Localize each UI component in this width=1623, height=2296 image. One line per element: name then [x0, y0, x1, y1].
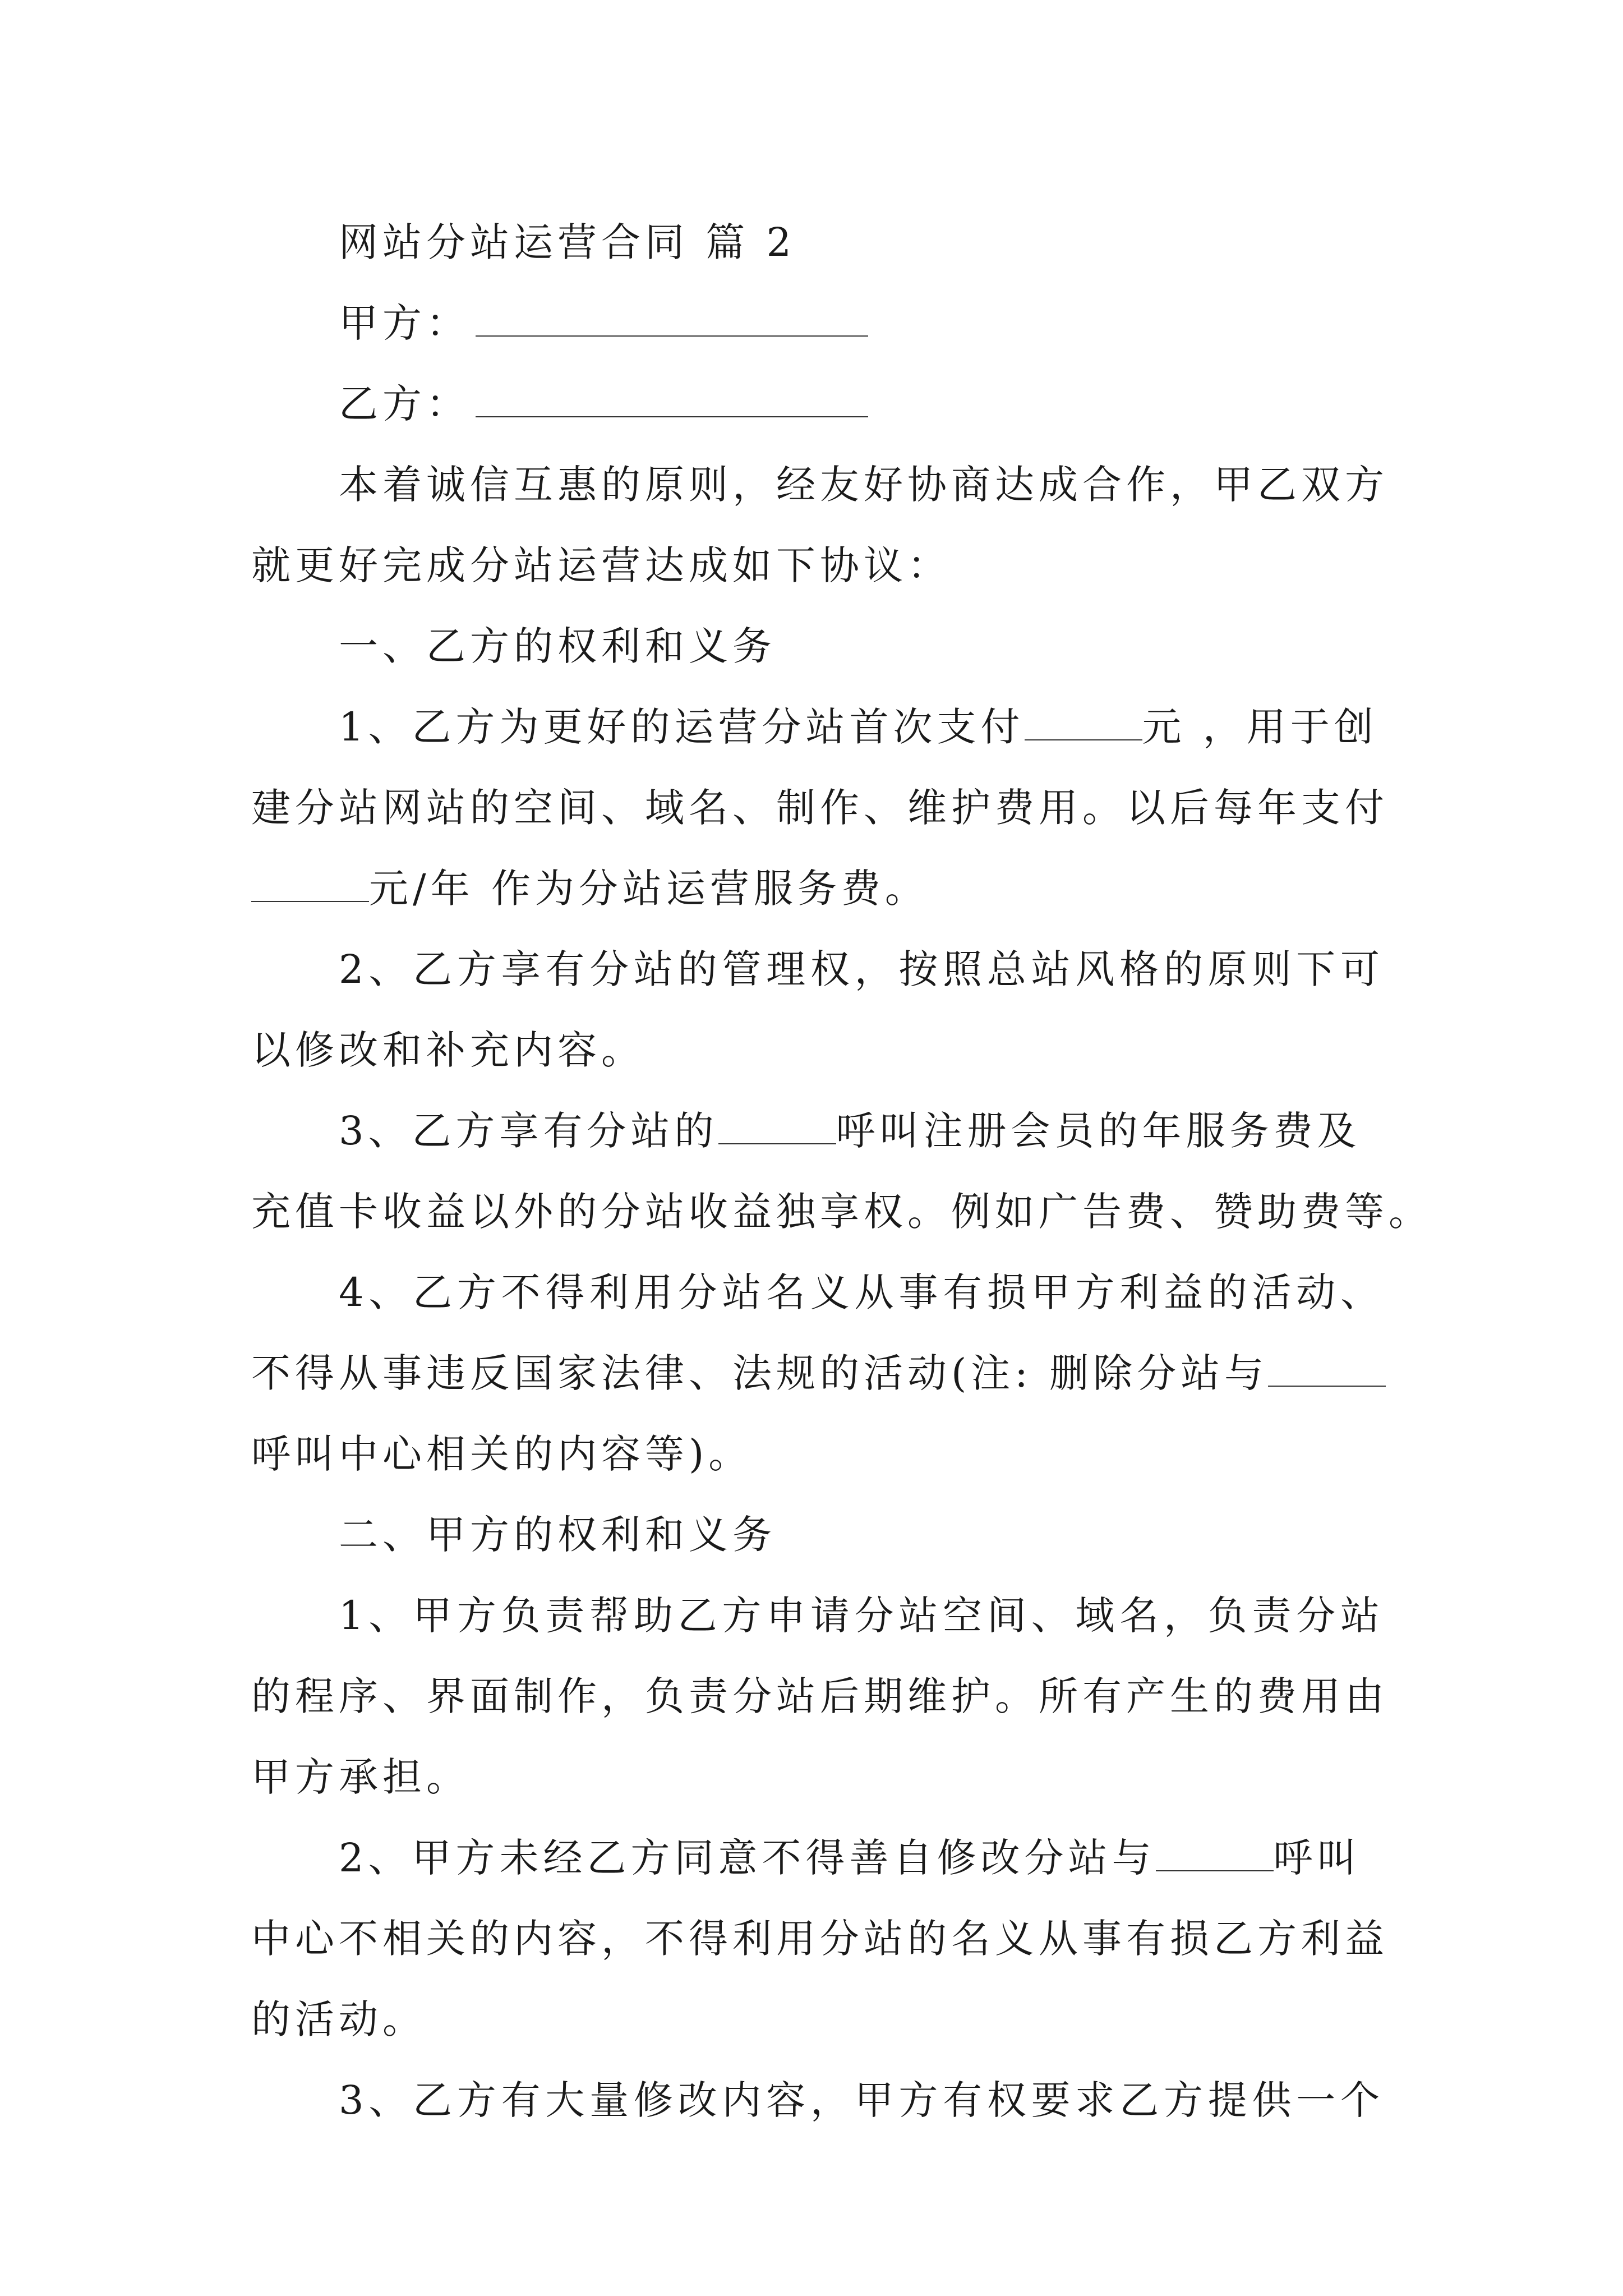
- paragraph-line: 1、甲方负责帮助乙方申请分站空间、域名，负责分站: [339, 1593, 1384, 1639]
- paragraph-line: 以修改和补充内容。: [251, 1027, 645, 1073]
- paragraph-line: 中心不相关的内容，不得利用分站的名义从事有损乙方利益: [251, 1916, 1389, 1962]
- paragraph-line: 4、乙方不得利用分站名义从事有损甲方利益的活动、: [339, 1269, 1384, 1315]
- fill-blank: [1025, 707, 1142, 740]
- document-title: 网站分站运营合同 篇 2: [339, 219, 796, 265]
- party-a-line: 甲方：: [251, 283, 1384, 364]
- paragraph-line: 元/年 作为分站运营服务费。: [251, 848, 1384, 929]
- paragraph-line: 2、乙方享有分站的管理权，按照总站风格的原则下可: [339, 946, 1384, 992]
- party-a-blank: [476, 303, 868, 337]
- paragraph-line: 不得从事违反国家法律、法规的活动(注: 删除分站与: [251, 1333, 1384, 1414]
- section-heading: 二、甲方的权利和义务: [339, 1512, 776, 1558]
- paragraph-line: 1、乙方为更好的运营分站首次支付 元 ，用于创: [339, 704, 1378, 750]
- paragraph-line: 3、乙方有大量修改内容，甲方有权要求乙方提供一个: [339, 2077, 1384, 2123]
- paragraph-line: 本着诚信互惠的原则，经友好协商达成合作，甲乙双方: [339, 462, 1389, 508]
- section-heading: 一、乙方的权利和义务: [339, 623, 776, 669]
- fill-blank: [1156, 1838, 1274, 1871]
- fill-blank: [251, 868, 369, 902]
- paragraph-line: 建分站网站的空间、域名、制作、维护费用。以后每年支付: [251, 785, 1389, 831]
- paragraph-line: 甲方承担。: [251, 1754, 470, 1800]
- paragraph-line: 2、甲方未经乙方同意不得善自修改分站与 呼叫: [339, 1835, 1361, 1881]
- party-b-blank: [476, 384, 868, 417]
- paragraph-line: 呼叫中心相关的内容等)。: [251, 1431, 753, 1477]
- fill-blank: [1268, 1353, 1386, 1387]
- fill-blank: [718, 1111, 836, 1144]
- paragraph-line: 的程序、界面制作，负责分站后期维护。所有产生的费用由: [251, 1673, 1389, 1719]
- document-body: [251, 202, 1432, 2141]
- party-b-line: 乙方：: [251, 364, 1384, 444]
- paragraph-line: 的活动。: [251, 1996, 426, 2042]
- paragraph-line: 3、乙方享有分站的 呼叫注册会员的年服务费及: [339, 1108, 1361, 1154]
- paragraph-line: 就更好完成分站运营达成如下协议：: [251, 542, 951, 588]
- paragraph-line: 充值卡收益以外的分站收益独享权。例如广告费、赞助费等。: [251, 1189, 1432, 1235]
